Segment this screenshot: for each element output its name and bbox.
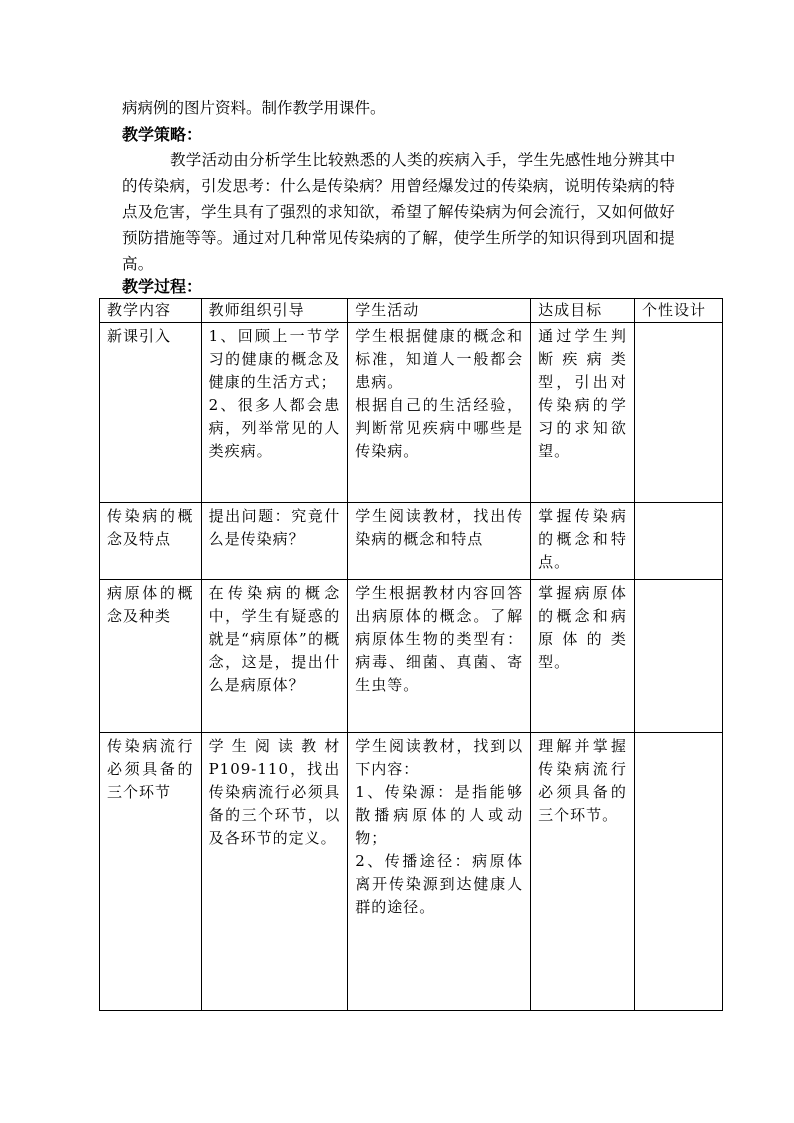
cell-student bbox=[348, 323, 531, 503]
header-student: 学生活动 bbox=[348, 299, 531, 323]
cell-goal: 掌握传染病的概念和特点。 bbox=[531, 503, 635, 580]
cell-teacher bbox=[201, 323, 348, 503]
cell-content: 传染病流行必须具备的三个环节 bbox=[100, 733, 202, 1011]
teacher-line: 在传染病的概念中，学生有疑惑的就是“病原体”的概念，这是，提出什么是病原体？ bbox=[208, 584, 341, 694]
strategy-body: 教学活动由分析学生比较熟悉的人类的疾病入手，学生先感性地分辨其中的传染病，引发思考：什么是传染病？用曾经爆发过的传染病，说明传染病的特点及危害，学生具有了强烈的求知欲，希望了解传染病为何会流行，又如何做好预防措施等等。通过对几种常见传染病的了解，使学生所学的知识得到巩固和提高。 bbox=[122, 151, 676, 273]
student-line: 1、传染源：是指能够散播病原体的人或动物； bbox=[355, 783, 524, 847]
table-header-row bbox=[100, 299, 723, 323]
cell-goal: 掌握病原体的概念和病原体的类型。 bbox=[531, 580, 635, 733]
cell-student bbox=[348, 503, 531, 580]
student-line: 学生根据健康的概念和标准，知道人一般都会患病。 bbox=[355, 327, 524, 391]
table-row bbox=[100, 323, 723, 503]
student-line: 根据自己的生活经验，判断常见疾病中哪些是传染病。 bbox=[355, 396, 524, 460]
process-heading: 教学过程： bbox=[122, 277, 203, 296]
cell-content: 传染病的概念及特点 bbox=[100, 503, 202, 580]
cell-student bbox=[348, 580, 531, 733]
student-line: 学生根据教材内容回答出病原体的概念。了解病原体生物的类型有：病毒、细菌、真菌、寄生虫等。 bbox=[355, 584, 524, 694]
process-table bbox=[99, 298, 723, 1011]
table-row bbox=[100, 733, 723, 1011]
table-row bbox=[100, 503, 723, 580]
student-line: 2、传播途径：病原体离开传染源到达健康人群的途径。 bbox=[355, 852, 524, 916]
cell-teacher bbox=[201, 503, 348, 580]
cell-design bbox=[634, 323, 722, 503]
cell-teacher bbox=[201, 580, 348, 733]
student-line: 学生阅读教材，找出传染病的概念和特点 bbox=[355, 507, 524, 548]
cell-teacher bbox=[201, 733, 348, 1011]
header-teacher: 教师组织引导 bbox=[201, 299, 348, 323]
header-goal: 达成目标 bbox=[531, 299, 635, 323]
teacher-line: 1、回顾上一节学习的健康的概念及健康的生活方式； bbox=[208, 327, 341, 391]
cell-student bbox=[348, 733, 531, 1011]
intro-text: 病病例的图片资料。制作教学用课件。 bbox=[122, 99, 386, 117]
student-line: 学生阅读教材，找到以下内容： bbox=[355, 737, 524, 778]
cell-design bbox=[634, 580, 722, 733]
cell-goal: 理解并掌握传染病流行必须具备的三个环节。 bbox=[531, 733, 635, 1011]
strategy-heading: 教学策略： bbox=[122, 125, 203, 144]
teacher-line: 提出问题：究竟什么是传染病？ bbox=[208, 507, 341, 548]
header-content: 教学内容 bbox=[100, 299, 202, 323]
header-design: 个性设计 bbox=[634, 299, 722, 323]
cell-content: 新课引入 bbox=[100, 323, 202, 503]
cell-goal: 通过学生判断疾病类型，引出对传染病的学习的求知欲望。 bbox=[531, 323, 635, 503]
teacher-line: 学生阅读教材P109-110，找出传染病流行必须具备的三个环节，以及各环节的定义。 bbox=[208, 737, 341, 847]
cell-content: 病原体的概念及种类 bbox=[100, 580, 202, 733]
table-row bbox=[100, 580, 723, 733]
cell-design bbox=[634, 733, 722, 1011]
cell-design bbox=[634, 503, 722, 580]
teacher-line: 2、很多人都会患病，列举常见的人类疾病。 bbox=[208, 396, 341, 460]
